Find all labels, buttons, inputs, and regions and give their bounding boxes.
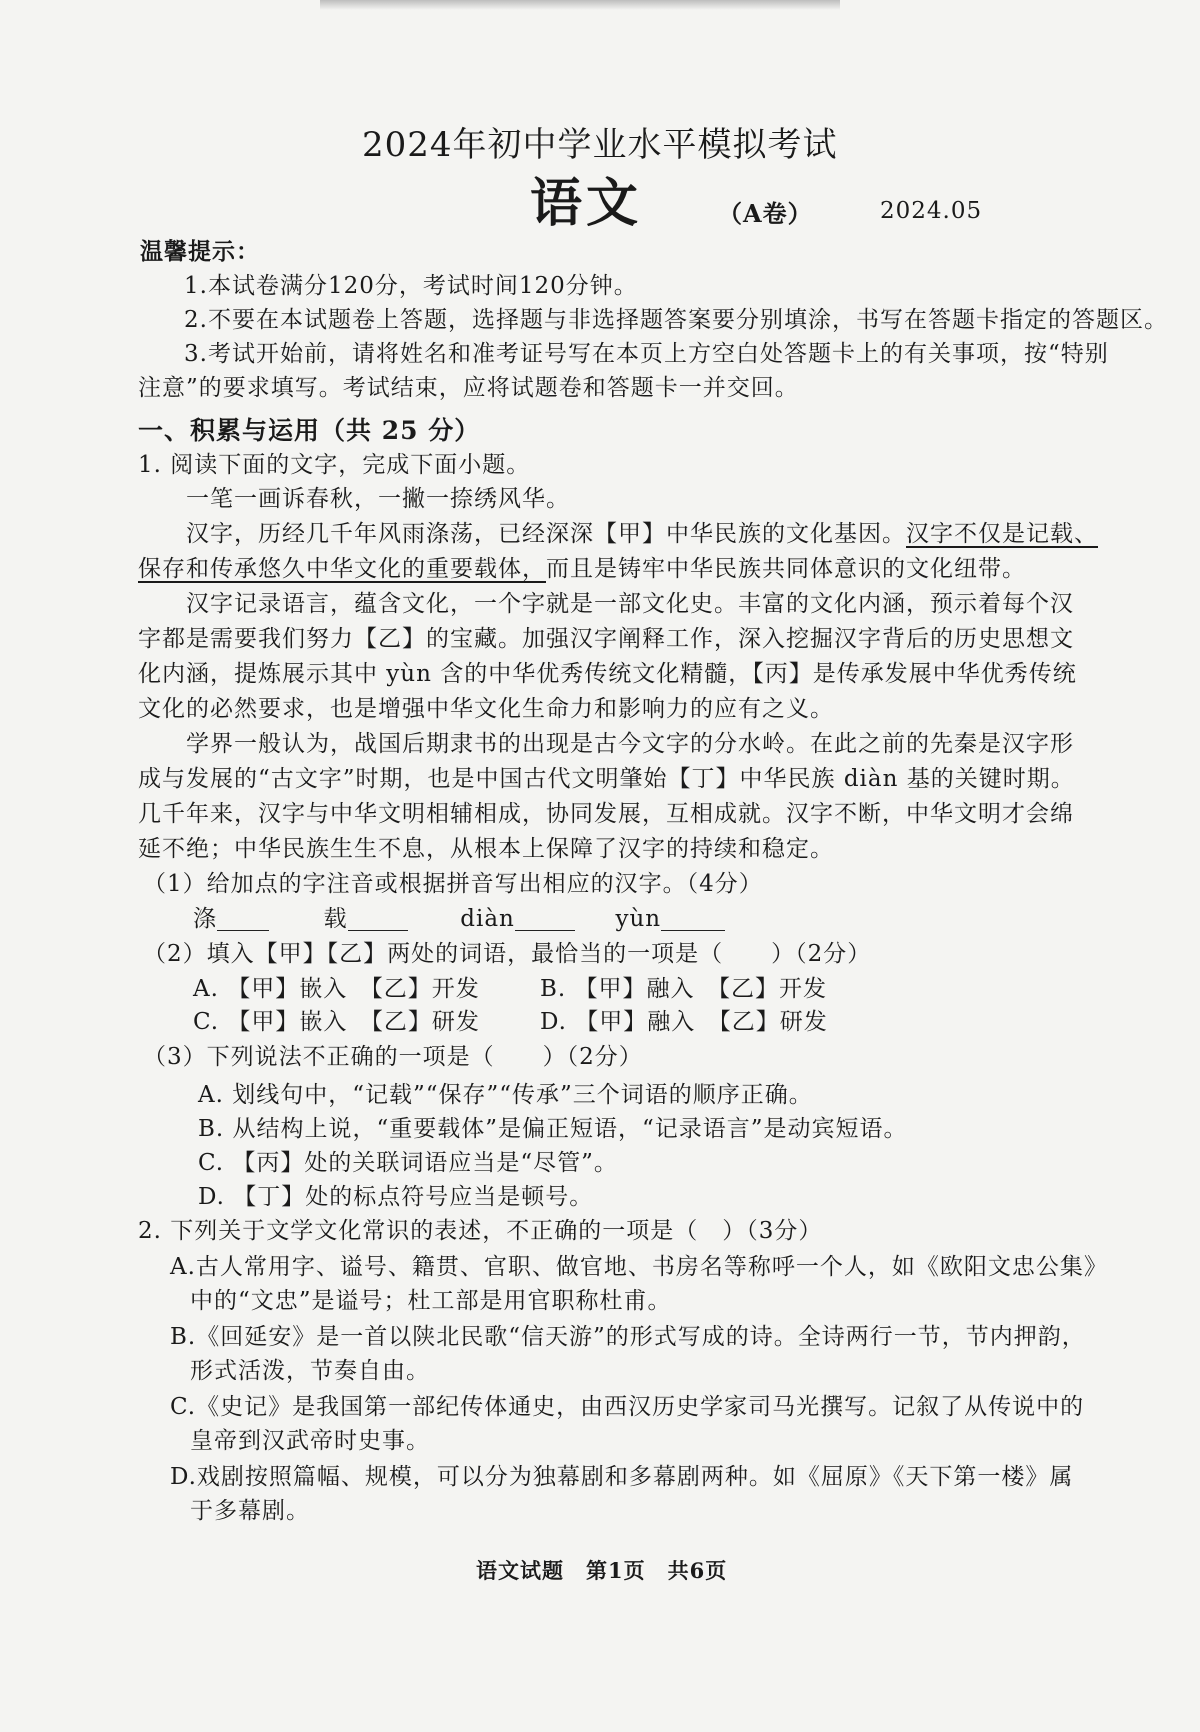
underlined-sentence: 汉字不仅是记载、 xyxy=(906,521,1098,547)
passage-line: 学界一般认为，战国后期隶书的出现是古今文字的分水岭。在此之前的先秦是汉字形 xyxy=(186,731,1074,757)
section-heading: 一、积累与运用（共 25 分） xyxy=(138,416,481,445)
blank-label: 载 xyxy=(323,906,348,932)
tip-3b: 注意”的要求填写。考试结束，应将试题卷和答题卡一并交回。 xyxy=(138,375,799,401)
answer-blank[interactable] xyxy=(217,908,269,931)
option-b: B. 从结构上说，“重要载体”是偏正短语，“记录语言”是动宾短语。 xyxy=(198,1116,908,1142)
option-a: A. 【甲】嵌入 【乙】开发 xyxy=(193,976,480,1002)
question-1-2: （2）填入【甲】【乙】两处的词语，最恰当的一项是（ ）（2分） xyxy=(143,941,872,967)
passage-line: 汉字记录语言，蕴含文化，一个字就是一部文化史。丰富的文化内涵，预示着每个汉 xyxy=(186,591,1074,617)
page-footer: 语文试题 第1页 共6页 xyxy=(476,1558,728,1583)
option-a: A.古人常用字、谥号、籍贯、官职、做官地、书房名等称呼一个人，如《欧阳文忠公集》 xyxy=(170,1254,1108,1280)
option-c: C. 【甲】嵌入 【乙】研发 xyxy=(193,1009,480,1035)
question-2: 2. 下列关于文学文化常识的表述，不正确的一项是（ ）（3分） xyxy=(138,1218,823,1244)
passage-line xyxy=(138,558,1026,581)
passage-line: 化内涵，提炼展示其中 yùn 含的中华优秀传统文化精髓，【丙】是传承发展中华优秀传统 xyxy=(138,661,1077,687)
passage-text: 而且是铸牢中华民族共同体意识的文化纽带。 xyxy=(546,556,1026,582)
blank-label: 涤 xyxy=(193,906,217,932)
passage-line: 文化的必然要求，也是增强中华文化生命力和影响力的应有之义。 xyxy=(138,696,834,722)
option-c-cont: 皇帝到汉武帝时史事。 xyxy=(190,1428,430,1454)
option-c: C. 【丙】处的关联词语应当是“尽管”。 xyxy=(198,1150,618,1176)
option-c: C.《史记》是我国第一部纪传体通史，由西汉历史学家司马光撰写。记叙了从传说中的 xyxy=(170,1394,1085,1420)
option-b: B. 【甲】融入 【乙】开发 xyxy=(540,976,828,1002)
exam-title: 2024年初中学业水平模拟考试 xyxy=(362,125,838,165)
paper-version: （A卷） xyxy=(718,199,813,228)
answer-blank[interactable] xyxy=(348,908,408,931)
scan-shadow xyxy=(320,0,840,10)
passage-text: 汉字，历经几千年风雨涤荡，已经深深【甲】中华民族的文化基因。 xyxy=(186,521,906,547)
question-1-3: （3）下列说法不正确的一项是（ ）（2分） xyxy=(143,1044,643,1070)
tip-2: 2.不要在本试题卷上答题，选择题与非选择题答案要分别填涂，书写在答题卡指定的答题区。 xyxy=(184,307,1168,333)
passage-line: 延不绝；中华民族生生不息，从根本上保障了汉字的持续和稳定。 xyxy=(138,836,834,862)
option-b-cont: 形式活泼，节奏自由。 xyxy=(190,1358,430,1384)
option-d: D.戏剧按照篇幅、规模，可以分为独幕剧和多幕剧两种。如《屈原》《天下第一楼》属 xyxy=(170,1464,1074,1490)
tip-1: 1.本试卷满分120分，考试时间120分钟。 xyxy=(184,273,638,299)
exam-date: 2024.05 xyxy=(880,198,983,224)
question-1-1: （1）给加点的字注音或根据拼音写出相应的汉字。（4分） xyxy=(143,871,763,897)
answer-blanks xyxy=(193,908,725,931)
option-d: D. 【丁】处的标点符号应当是顿号。 xyxy=(198,1184,594,1210)
tips-label: 温馨提示： xyxy=(140,238,260,265)
answer-blank[interactable] xyxy=(661,908,725,931)
passage-line: 几千年来，汉字与中华文明相辅相成，协同发展，互相成就。汉字不断，中华文明才会绵 xyxy=(138,801,1074,827)
passage-line: 成与发展的“古文字”时期，也是中国古代文明肇始【丁】中华民族 diàn 基的关键时期。 xyxy=(138,766,1075,792)
passage-line xyxy=(186,523,1098,546)
passage-line: 一笔一画诉春秋，一撇一捺绣风华。 xyxy=(186,486,570,512)
option-d-cont: 于多幕剧。 xyxy=(190,1498,310,1524)
answer-blank[interactable] xyxy=(515,908,575,931)
blank-label: diàn xyxy=(460,906,515,932)
option-d: D. 【甲】融入 【乙】研发 xyxy=(540,1009,828,1035)
subject-title: 语文 xyxy=(530,173,643,234)
passage-line: 字都是需要我们努力【乙】的宝藏。加强汉字阐释工作，深入挖掘汉字背后的历史思想文 xyxy=(138,626,1074,652)
option-a: A. 划线句中，“记载”“保存”“传承”三个词语的顺序正确。 xyxy=(198,1082,813,1108)
blank-label: yùn xyxy=(615,906,662,932)
option-a-cont: 中的“文忠”是谥号；杜工部是用官职称杜甫。 xyxy=(190,1288,672,1314)
underlined-sentence: 保存和传承悠久中华文化的重要载体， xyxy=(138,556,546,582)
question-1: 1. 阅读下面的文字，完成下面小题。 xyxy=(138,452,531,478)
option-b: B.《回延安》是一首以陕北民歌“信天游”的形式写成的诗。全诗两行一节，节内押韵， xyxy=(170,1324,1086,1350)
tip-3a: 3.考试开始前，请将姓名和准考证号写在本页上方空白处答题卡上的有关事项，按“特别 xyxy=(184,341,1109,367)
